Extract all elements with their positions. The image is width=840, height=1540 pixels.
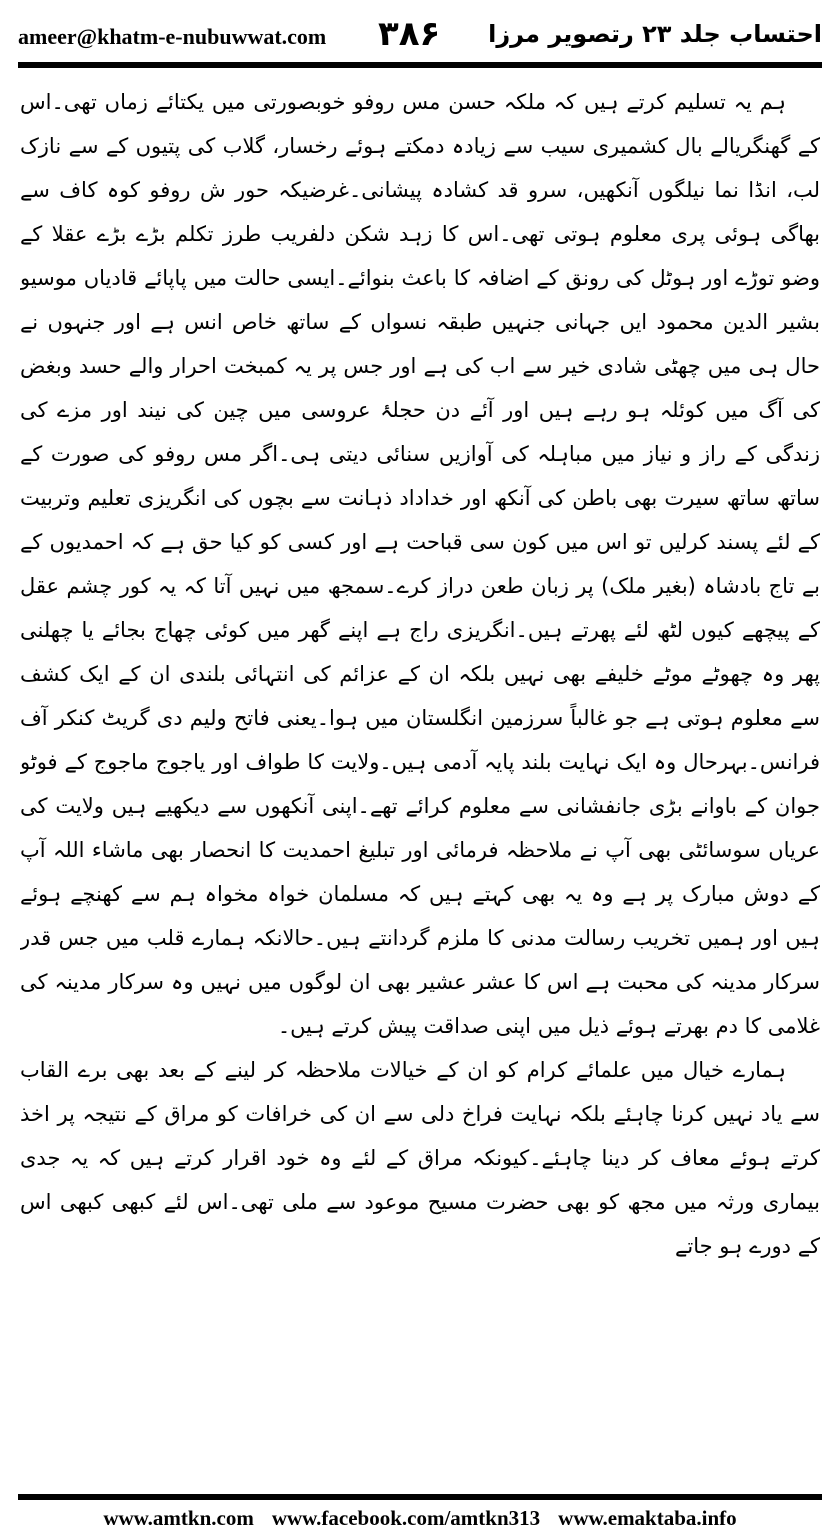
paragraph-1: ہم یہ تسلیم کرتے ہیں کہ ملکہ حسن مس روفو خوبصورتی میں یکتائے زماں تھی۔اس کے گھنگریالے بال کشمیری سیب سے زیادہ دمکتے ہوئے رخسار، گلاب کی پتیوں کے سے نازک لب، انڈا نما نیلگوں آنکھیں، سرو قد کشادہ پیشانی۔غرضیکہ حور ش روفو کوہ کاف سے بھاگی ہوئی پری معلوم ہوتی تھی۔اس کا زہد شکن دلفریب طرز تکلم بڑے بڑے عقلا کے وضو توڑے اور ہوٹل کی رونق کے اضافہ کا باعث بنوائے۔ایسی حالت میں پاپائے قادیاں موسیو بشیر الدین محمود ایں جہانی جنہیں طبقہ نسواں کے ساتھ خاص انس ہے اور جنہوں نے حال ہی میں چھٹی شادی خیر سے اب کی ہے اور جس پر یہ کمبخت احرار والے حسد وبغض کی آگ میں کوئلہ ہو رہے ہیں اور آئے دن حجلۂ عروسی میں چین کی نیند اور مزے کی زندگی کے راز و نیاز میں مباہلہ کی آوازیں سنائی دیتی ہی۔اگر مس روفو کی صورت کے ساتھ ساتھ سیرت بھی باطن کی آنکھ اور خداداد ذہانت سے بچوں کی انگریزی تعلیم وتربیت کے لئے پسند کرلیں تو اس میں کون سی قباحت ہے اور کسی کو کیا حق ہے کہ احمدیوں کے بے تاج بادشاہ (بغیر ملک) پر زبان طعن دراز کرے۔سمجھ میں نہیں آتا کہ یہ کور چشم عقل کے پیچھے کیوں لٹھ لئے پھرتے ہیں۔انگریزی راج ہے اپنے گھر میں کوئی چھاج بجائے یا چھلنی پھر وہ چھوٹے موٹے خلیفے بھی نہیں بلکہ ان کے عزائم کی انتہائی بلندی ان کے ایک کشف سے معلوم ہوتی ہے جو غالباً سرزمین انگلستان میں ہوا۔یعنی فاتح ولیم دی گریٹ کنکر آف فرانس۔بہرحال وہ ایک نہایت بلند پایہ آدمی ہیں۔ولایت کا طواف اور یاجوج ماجوج کے فوٹو جوان کے باوانے بڑی جانفشانی سے معلوم کرائے تھے۔اپنی آنکھوں سے دیکھیے ہیں ولایت کی عریاں سوسائٹی بھی آپ نے ملاحظہ فرمائی اور تبلیغ احمدیت کا انحصار بھی ماشاء اللہ آپ کے دوش مبارک پر ہے وہ یہ بھی کہتے ہیں کہ مسلمان خواہ مخواہ ہم سے کھنچے ہوئے ہیں اور ہمیں تخریب رسالت مدنی کا ملزم گردانتے ہیں۔حالانکہ ہمارے قلب میں جس قدر سرکار مدینہ کی محبت ہے اس کا عشر عشیر بھی ان لوگوں میں نہیں وہ سرکار مدینہ کی غلامی کا دم بھرتے ہوئے ذیل میں اپنی صداقت پیش کرتے ہیں۔ [20, 90, 820, 1038]
paragraph-2: ہمارے خیال میں علمائے کرام کو ان کے خیالات ملاحظہ کر لینے کے بعد بھی برے القاب سے یاد نہیں کرنا چاہئے بلکہ نہایت فراخ دلی سے ان کی خرافات کو مراق کے نتیجہ پر اخذ کرتے ہوئے معاف کر دینا چاہئے۔کیونکہ مراق کے لئے وہ خود اقرار کرتے ہیں کہ یہ جدی بیماری ورثہ میں مجھ کو بھی حضرت مسیح موعود سے ملی تھی۔اس لئے کبھی کبھی اس کے دورے ہو جاتے [20, 1058, 820, 1258]
header-rule [18, 62, 822, 68]
book-title: احتساب جلد ۲۳ رتصویر مرزا [488, 20, 822, 48]
page-body [20, 80, 820, 1485]
page-footer [18, 1506, 822, 1536]
footer-link-emaktaba[interactable]: www.emaktaba.info [558, 1506, 737, 1530]
page-number: ۳۸۶ [378, 14, 441, 54]
footer-link-amtkn[interactable]: www.amtkn.com [103, 1506, 254, 1530]
header-email: ameer@khatm-e-nubuwwat.com [18, 24, 327, 49]
footer-link-facebook[interactable]: www.facebook.com/amtkn313 [271, 1506, 541, 1530]
footer-rule [18, 1494, 822, 1500]
page-header [18, 12, 822, 64]
